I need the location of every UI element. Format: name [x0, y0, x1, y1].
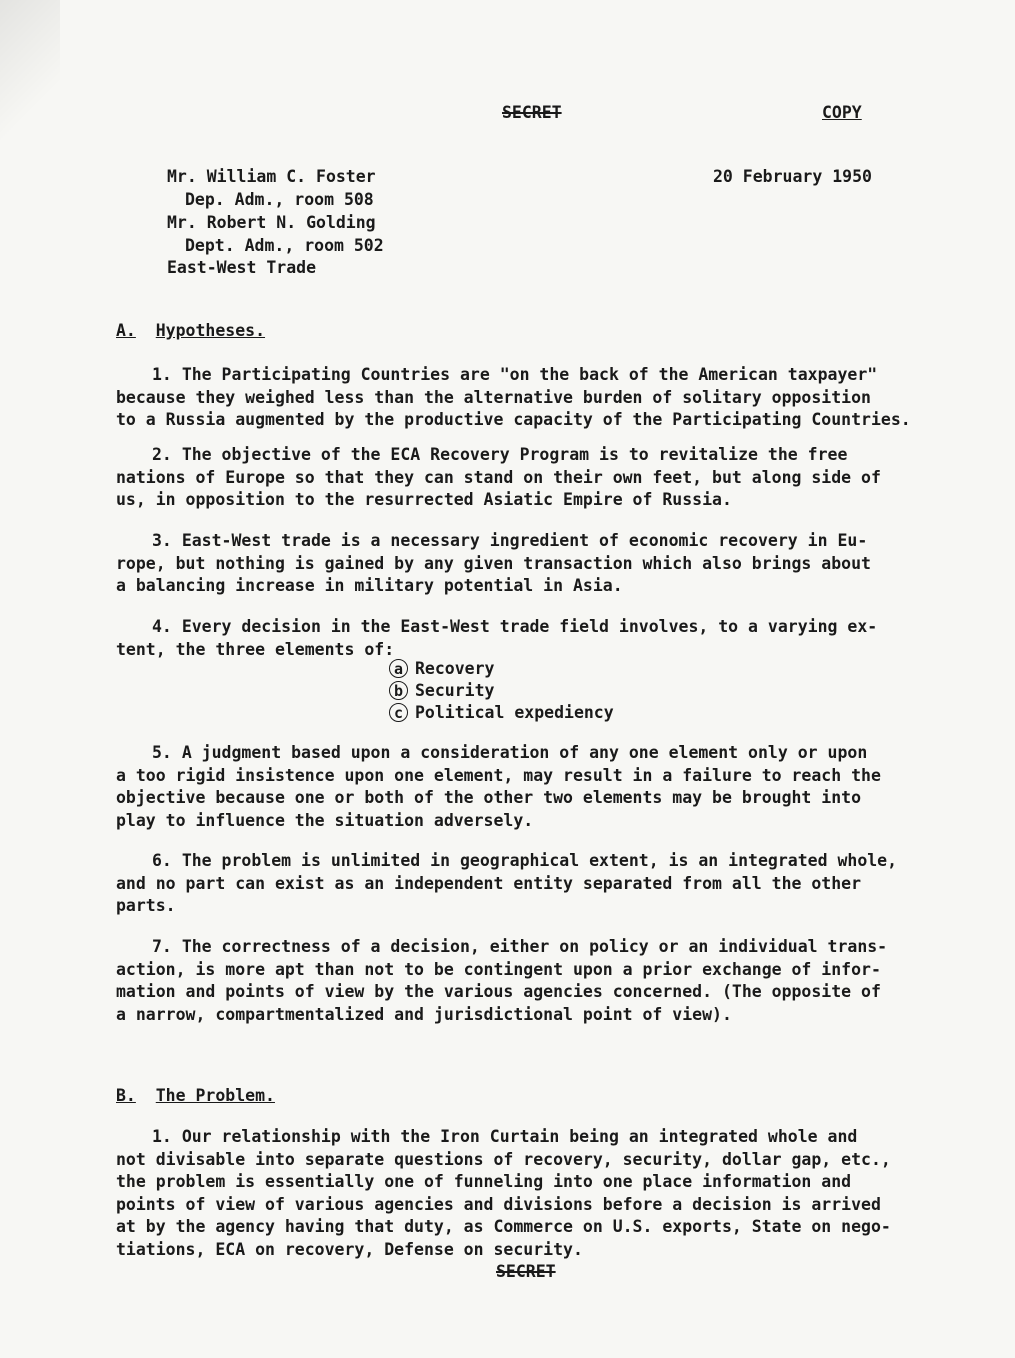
element-recovery: a Recovery: [389, 658, 614, 680]
item-number: 5.: [152, 743, 172, 762]
document-date: 20 February 1950: [713, 167, 872, 186]
item-number: 1.: [152, 365, 172, 384]
element-security: b Security: [389, 680, 614, 702]
item-number: 6.: [152, 851, 172, 870]
hypothesis-6: 6. The problem is unlimited in geographical extent, is an integrated whole, and no part can exist as an independent entity separated from all the other parts.: [116, 851, 898, 915]
addressee-line-2: Dep. Adm., room 508: [185, 190, 374, 209]
item-number: 2.: [152, 445, 172, 464]
hypothesis-2: 2. The objective of the ECA Recovery Program is to revitalize the free nations of Europe so that they can stand on their own feet, but along side of us, in opposition to the resurrected Asiatic Empire of Russia.: [116, 445, 881, 509]
item-number: 3.: [152, 531, 172, 550]
item-number: 1.: [152, 1127, 172, 1146]
section-b-heading: [116, 1085, 275, 1108]
hypothesis-3: 3. East-West trade is a necessary ingredient of economic recovery in Eu- rope, but nothing is gained by any given transaction which also brings about a balancing increase in military potential in Asia.: [116, 531, 871, 595]
element-list: [389, 658, 614, 724]
subject-line: East-West Trade: [167, 258, 317, 277]
item-number: 4.: [152, 617, 172, 636]
circled-marker: b: [389, 681, 408, 700]
hypothesis-7: 7. The correctness of a decision, either on policy or an individual trans- action, is more apt than not to be contingent upon a prior exchange of infor- mation and points of view by the various agencies concerned. (The opposite of a narrow, compartmentalized and jurisdictional point of view).: [116, 937, 888, 1024]
section-a-heading: [116, 320, 265, 343]
section-a-letter: A.: [116, 321, 136, 340]
addressee-line-4: Dept. Adm., room 502: [185, 236, 384, 255]
section-b-letter: B.: [116, 1086, 136, 1105]
header-classification: SECRET: [502, 103, 562, 122]
addressee-line-1: Mr. William C. Foster: [167, 167, 376, 186]
circled-marker: c: [389, 703, 408, 722]
hypothesis-1: 1. The Participating Countries are "on the back of the American taxpayer" because they weighed less than the alternative burden of solitary opposition to a Russia augmented by the productive capacity of the Participating Countries.: [116, 365, 911, 429]
circled-marker: a: [389, 659, 408, 678]
problem-1: 1. Our relationship with the Iron Curtain being an integrated whole and not divisable into separate questions of recovery, security, dollar gap, etc., the problem is essentially one of funneling into one place information and points of view of various agencies and divisions before a decision is arrived at by the agency having that duty, as Commerce on U.S. exports, State on nego- tiations, ECA on recovery, Defense on security.: [116, 1127, 891, 1259]
hypothesis-5: 5. A judgment based upon a consideration of any one element only or upon a too rigid insistence upon one element, may result in a failure to reach the objective because one or both of the other two elements may be brought into play to influence the situation adversely.: [116, 743, 881, 830]
hypothesis-4: 4. Every decision in the East-West trade field involves, to a varying ex- tent, the three elements of:: [116, 617, 878, 659]
addressee-line-3: Mr. Robert N. Golding: [167, 213, 376, 232]
section-b-title: The Problem.: [155, 1086, 275, 1105]
element-political-expediency: c Political expediency: [389, 702, 614, 724]
copy-label: COPY: [822, 103, 862, 122]
footer-classification: SECRET: [496, 1262, 556, 1281]
section-a-title: Hypotheses.: [155, 321, 266, 340]
item-number: 7.: [152, 937, 172, 956]
page-edge-shadow: [0, 0, 60, 180]
